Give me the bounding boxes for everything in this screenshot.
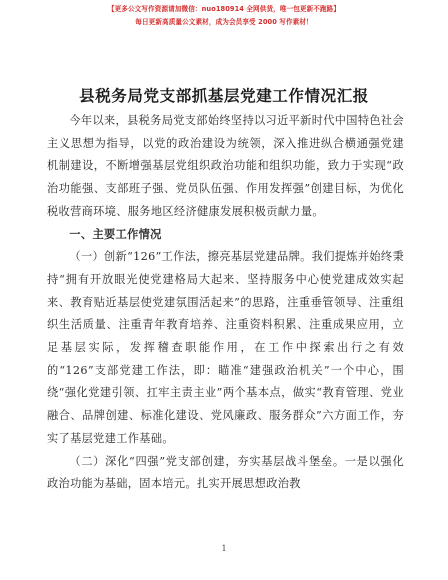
promo-banner: [60, 3, 388, 29]
item-paragraph-2: （二）深化“四强”党支部创建，夯实基层战斗堡垒。一是以强化政治功能为基础，固本培元。扎实开展思想政治教: [47, 454, 404, 491]
item-paragraph-1: （一）创新“126”工作法，擦亮基层党建品牌。我们提炼并始终秉持“拥有开放眼光使党建格局大起来、坚持服务中心使党建成效实起来、教育贴近基层使党建氛围活起来”的思路，注重垂管领导、注重组织生活质量、注重青年教育培养、注重资料积累、注重成果应用，立足基层实际，发挥稽查职能作用，在工作中探索出行之有效的“126”支部党建工作法，即：瞄准“建强政治机关”一个中心，围绕“强化党建引领、扛牢主责主业”两个基本点，做实“教育管理、党业融合、品牌创建、标准化建设、党风廉政、服务群众”六方面工作，夯实了基层党建工作基础。: [47, 250, 404, 445]
promo-line-1: 【更多公文写作资源请加微信：nuo180914 全网供货，唯一包更新不跑路】: [107, 5, 341, 13]
section-heading-1: 一、主要工作情况: [69, 227, 162, 241]
promo-line-2: 每日更新高质量公文素材，成为会员享受 2000 写作素材！: [135, 18, 313, 26]
document-title: 县税务局党支部抓基层党建工作情况汇报: [79, 86, 369, 105]
intro-paragraph: 今年以来，县税务局党支部始终坚持以习近平新时代中国特色社会主义思想为指导，以党的政治建设为统领，深入推进纵合横通强党建机制建设，不断增强基层党组织政治功能和组织功能，致力于实现“政治功能强、支部班子强、党员队伍强、作用发挥强”创建目标，为优化税收营商环境、服务地区经济健康发展积极贡献力量。: [47, 114, 404, 218]
page-number: 1: [221, 544, 227, 553]
document-body: [47, 110, 404, 496]
